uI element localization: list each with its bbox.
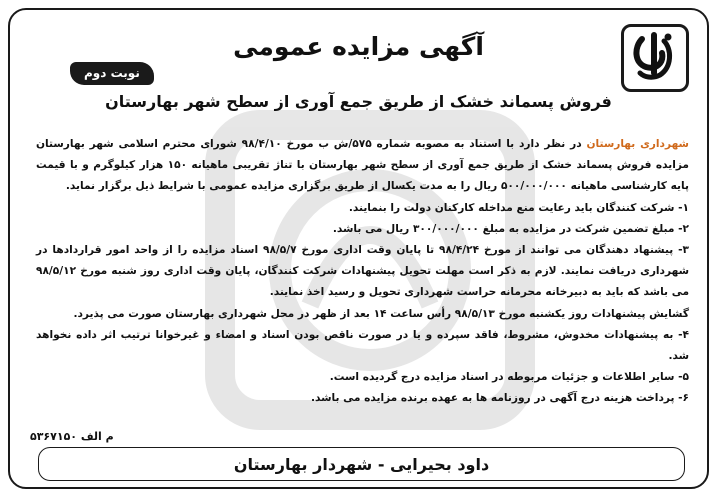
condition-item: ۴- به پیشنهادات مخدوش، مشروط، فاقد سپرده و یا در صورت ناقص بودن اسناد و امضاء و غیرخوانا ترتیب اثر داده نخواهد شد. <box>36 328 689 363</box>
condition-item: ۳- پیشنهاد دهندگان می توانند از مورخ ۹۸/۴/۲۴ تا پایان وقت اداری مورخ ۹۸/۵/۷ اسناد مزایده را از واحد امور قراردادها در شهرداری دریافت نمایند. لازم به ذکر است مهلت تحویل پیشنهادات شرکت کنندگان، پایان وقت اداری روز شنبه مورخ ۹۸/۵/۱۲ می باشد که باید به دبیرخانه محرمانه حراست شهرداری تحویل و رسید اخذ نمایند. <box>36 244 689 299</box>
notice-frame <box>8 8 709 489</box>
condition-item: ۲- مبلغ تضمین شرکت در مزایده به مبلغ ۳۰۰/۰۰۰/۰۰۰ ریال می باشد. <box>332 222 689 235</box>
condition-item: ۱- شرکت کنندگان باید رعایت منع مداخله کارکنان دولت را بنمایند. <box>348 201 689 214</box>
condition-item: ۵- سایر اطلاعات و جزئیات مربوطه در اسناد مزایده درج گردیده است. <box>329 371 689 384</box>
condition-item: ۶- پرداخت هزینه درج آگهی در روزنامه ها به عهده برنده مزایده می باشد. <box>310 392 689 405</box>
page-title: آگهی مزایده عمومی <box>233 32 484 61</box>
intro-paragraph <box>36 134 689 198</box>
page-subtitle: فروش پسماند خشک از طریق جمع آوری از سطح شهر بهارستان <box>105 92 612 111</box>
condition-item: گشایش پیشنهادات روز یکشنبه مورخ ۹۸/۵/۱۳ رأس ساعت ۱۴ بعد از ظهر در محل شهرداری بهارستان صورت می پذیرد. <box>73 307 689 320</box>
intro-text: در نظر دارد با استناد به مصوبه شماره ۵۷۵/ش ب مورخ ۹۸/۴/۱۰ شورای محترم اسلامی شهر بهارستان مزایده فروش پسماند خشک از طریق جمع آوری از سطح شهر بهارستان با تناژ تقریبی ماهیانه ۱۵۰ هزار کیلوگرم و با قیمت پایه کارشناسی ماهیانه ۵۰۰/۰۰۰/۰۰۰ ریال را به مدت یکسال از طریق برگزاری مزایده عمومی با شرایط ذیل برگزار نماید. <box>36 138 689 193</box>
signature-text: داود بحیرایی - شهردار بهارستان <box>233 454 490 474</box>
notice-body <box>36 134 689 410</box>
issuer-name: شهرداری بهارستان <box>586 138 689 150</box>
signature-box <box>38 447 685 481</box>
reference-number: م الف ۵۳۶۷۱۵۰ <box>30 430 114 443</box>
round-badge: نوبت دوم <box>70 62 154 85</box>
